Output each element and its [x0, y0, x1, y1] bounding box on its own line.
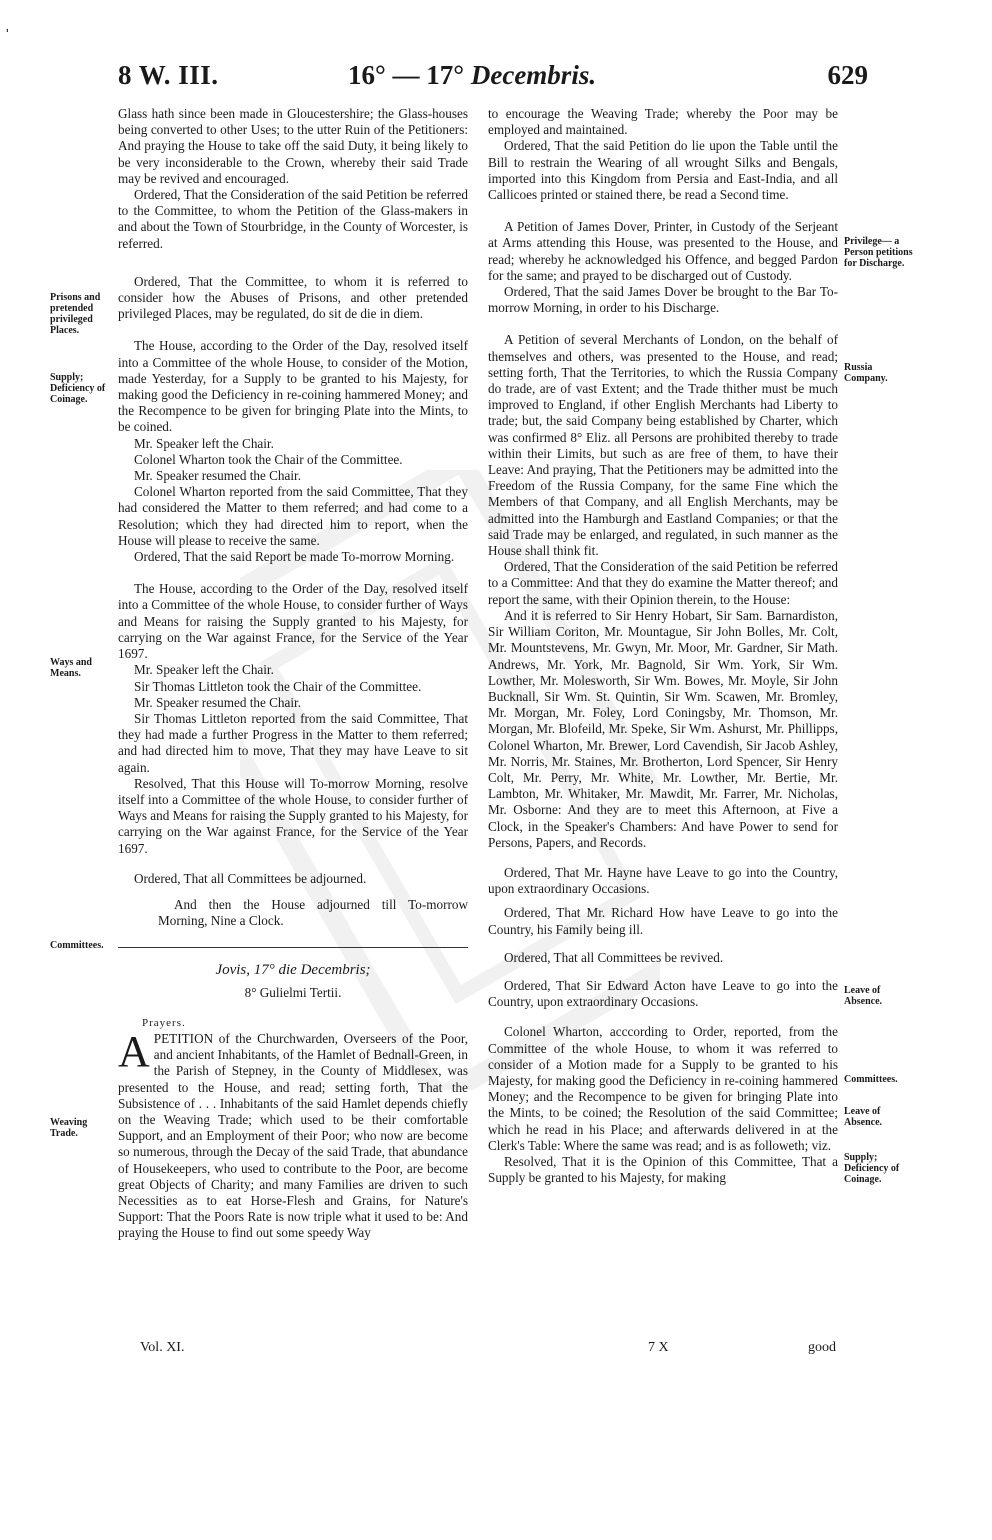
left-para-17: And then the House adjourned till To-morrow Morning, Nine a Clock. — [158, 896, 468, 929]
section-divider — [118, 947, 468, 948]
margin-note-russia: Russia Company. — [844, 362, 888, 384]
margin-mark: ˈ — [4, 26, 11, 48]
left-para-8: Colonel Wharton reported from the said Committee, That they had considered the Matter to them referred; and had come to a Resolution; which they had directed him to report, when the House will please to receive the same. — [118, 484, 468, 548]
margin-note-supply-right: Supply; Deficiency of Coinage. — [844, 1152, 900, 1185]
left-para-13: Mr. Speaker resumed the Chair. — [134, 694, 301, 710]
left-para-10: The House, according to the Order of the Day, resolved itself into a Committee of the whole House, to consider further of Ways and Means for raising the Supply granted to his Majesty, for carrying on the War against France, for the Service of the Year 1697. — [118, 581, 468, 662]
date-numbers: 16° — 17° — [348, 60, 465, 90]
petition-text: PETITION of the Churchwarden, Overseers of the Poor, and ancient Inhabitants, of the Hamlet of Bednall-Green, in the Parish of Stepney, in the County of Middlesex, was presented to the House, and read; setting forth, That the Subsistence of . . . Inhabitants of the said Hamlet depends chiefly on the Weaving Trade; which used to be their comfortable Support, and an Employment of their Poor; who now are become so numerous, through the Decay of the said Trade, that abundance of Housekeepers, who used to contribute to the Poor, are become great Objects of Charity; and many Families are driven to such Necessities as to eat Horse-Flesh and Grains, for Nature's Support: That the Poors Rate is now triple what it used to be: And praying the House to find out some speedy Way — [118, 1030, 468, 1241]
margin-note-ways-means: Ways and Means. — [50, 657, 92, 679]
left-para-2: Ordered, That the Consideration of the said Petition be referred to the Committee, to whom the Petition of the Glass-makers in and about the Town of Stourbridge, in the County of Worcester, is referred. — [118, 187, 468, 251]
left-column — [118, 106, 468, 1242]
catchword: good — [808, 1340, 836, 1355]
right-para-7: And it is referred to Sir Henry Hobart, Sir Sam. Barnardiston, Sir William Coriton, Mr. Mountague, Sir John Bolles, Mr. Colt, Mr. Mountstevens, Mr. Gwyn, Mr. Moor, Mr. Gardner, Sir Math. Andrews, Mr. York, Mr. Bagnold, Sir Wm. York, Sir Wm. Lowther, Mr. Molesworth, Sir Wm. Bowes, Mr. Moyle, Sir John Bucknall, Sir Wm. St. Quintin, Sir Wm. Scawen, Mr. Bromley, Mr. Morgan, Mr. Foley, Lord Coningsby, Mr. Thomson, Mr. Morgan, Mr. Blofeild, Mr. Speke, Sir Wm. Ashurst, Mr. Phillipps, Colonel Wharton, Mr. Brewer, Lord Cavendish, Sir Jacob Ashley, Mr. Norris, Mr. Staines, Mr. Brotherton, Lord Spencer, Sir Henry Colt, Mr. Perry, Mr. White, Mr. Lowther, Mr. Bertie, Mr. Lambton, Mr. Whitaker, Mr. Mawdit, Mr. Farrer, Mr. Nicholas, Mr. Osborne: And they are to meet this Afternoon, at Five a Clock, in the Speaker's Chambers: And have Power to send for Persons, Papers, and Records. — [488, 607, 838, 850]
margin-note-leave-2: Leave of Absence. — [844, 1106, 883, 1128]
right-para-2: Ordered, That the said Petition do lie upon the Table until the Bill to restrain the Wearing of all wrought Silks and Bengals, imported into this Kingdom from Persia and East-India, and all Callicoes printed or stained there, be read a Second time. — [488, 138, 838, 203]
margin-note-prisons: Prisons and pretended privileged Places. — [50, 292, 101, 336]
right-para-10: Ordered, That all Committees be revived. — [504, 949, 724, 965]
drop-cap: A — [118, 1026, 150, 1076]
margin-note-privilege: Privilege— a Person petitions for Discharge. — [844, 236, 913, 269]
right-para-6: Ordered, That the Consideration of the said Petition be referred to a Committee: And that they do examine the Matter thereof; and report the same, with their Opinion therein, to the House: — [488, 559, 838, 607]
margin-note-weaving: Weaving Trade. — [50, 1117, 88, 1139]
left-para-15: Resolved, That this House will To-morrow Morning, resolve itself into a Committee of the whole House, to consider further of Ways and Means for raising the Supply granted to his Majesty, for carrying on the War against France, for the Service of the Year 1697. — [118, 775, 468, 856]
prayers-label: Prayers. — [142, 1016, 186, 1029]
page-number: 629 — [827, 60, 868, 90]
running-header — [118, 60, 868, 100]
left-para-4: The House, according to the Order of the Day, resolved itself into a Committee of the whole House, to consider of the Motion, made Yesterday, for a Supply to be granted to his Majesty, for making good the Deficiency in re-coining hammered Money; and the Recompence to be given for bringing Plate into the Mints, to be coined. — [118, 338, 468, 435]
regnal-year: 8 W. III. — [118, 60, 219, 90]
right-para-4: Ordered, That the said James Dover be brought to the Bar To-morrow Morning, in order to his Discharge. — [488, 284, 838, 316]
right-para-1: to encourage the Weaving Trade; whereby the Poor may be employed and maintained. — [488, 106, 838, 138]
margin-note-committees-right: Committees. — [844, 1074, 898, 1085]
right-column — [488, 106, 838, 1186]
month-name: Decembris. — [470, 60, 597, 90]
day-heading: Jovis, 17° die Decembris; — [215, 962, 371, 979]
right-para-9: Ordered, That Mr. Richard How have Leave to go into the Country, his Family being ill. — [488, 905, 838, 937]
left-para-11: Mr. Speaker left the Chair. — [134, 662, 274, 678]
left-para-9: Ordered, That the said Report be made To-morrow Morning. — [134, 549, 455, 565]
right-para-3: A Petition of James Dover, Printer, in Custody of the Serjeant at Arms attending this House, was presented to the House, and read; whereby he acknowledged his Offence, and begged Pardon for the same; and prayed to be discharged out of Custody. — [488, 219, 838, 283]
right-para-5: A Petition of several Merchants of London, on the behalf of themselves and others, was presented to the House, and read; setting forth, That the Territories, to which the Russia Company do trade, are of vast Extent; and the Trade thither must be much improved to England, if other English Merchants had Liberty to trade; but, the said Company being established by Charter, which was confirmed 8° Eliz. all Persons are prohibited thereby to trade within their Limits, but such as are free of them, to have their Leave: And praying, That the Petitioners may be admitted into the Freedom of the Russia Company, for the same Fine which the Members of that Company, and all English Merchants, may be admitted into the Hamburgh and Eastland Companies; or that the said Trade may be enlarged, and regulated, in such manner as the House shall think fit. — [488, 332, 838, 559]
left-para-3: Ordered, That the Committee, to whom it is referred to consider how the Abuses of Prisons, and other pretended privileged Places, may be regulated, do sit de die in diem. — [118, 273, 468, 322]
left-para-18 — [118, 1026, 468, 1242]
volume-number: Vol. XI. — [140, 1340, 185, 1355]
left-para-5: Mr. Speaker left the Chair. — [134, 435, 274, 451]
left-para-1: Glass hath since been made in Gloucestershire; the Glass-houses being converted to other Uses; to the utter Ruin of the Petitioners: And praying the House to take off the said Duty, it being likely to be very inconsiderable to the Crown, whereby their said Trade may be revived and encouraged. — [118, 106, 468, 186]
margin-note-supply: Supply; Deficiency of Coinage. — [50, 372, 106, 405]
left-para-12: Sir Thomas Littleton took the Chair of the Committee. — [134, 678, 422, 694]
signature-mark: 7 X — [648, 1340, 669, 1355]
right-para-8: Ordered, That Mr. Hayne have Leave to go into the Country, upon extraordinary Occasions. — [488, 864, 838, 897]
regnal-subheading: 8° Gulielmi Tertii. — [244, 984, 342, 1000]
margin-note-committees: Committees. — [50, 940, 104, 951]
left-para-16: Ordered, That all Committees be adjourned. — [134, 870, 367, 886]
left-para-6: Colonel Wharton took the Chair of the Committee. — [134, 451, 403, 467]
right-para-11: Ordered, That Sir Edward Acton have Leave to go into the Country, upon extraordinary Occasions. — [488, 977, 838, 1010]
date-heading — [348, 60, 596, 91]
margin-note-leave-1: Leave of Absence. — [844, 985, 883, 1007]
left-para-14: Sir Thomas Littleton reported from the said Committee, That they had made a further Progress in the Matter to them referred; and had directed him to move, That they may have Leave to sit again. — [118, 710, 468, 775]
right-para-12: Colonel Wharton, acccording to Order, reported, from the Committee of the whole House, to whom it was referred to consider of a Motion made for a Supply to be granted to his Majesty, for making good the Deficiency in re-coining hammered Money; and the Recompence to be given for bringing Plate into the Mints, to be coined; the Resolution of the said Committee; which he read in his Place; and afterwards delivered in at the Clerk's Table: Where the same was read; and is as followeth; viz. — [488, 1024, 838, 1153]
right-para-13: Resolved, That it is the Opinion of this Committee, That a Supply be granted to his Majesty, for making — [488, 1153, 838, 1186]
left-para-7: Mr. Speaker resumed the Chair. — [134, 468, 301, 484]
